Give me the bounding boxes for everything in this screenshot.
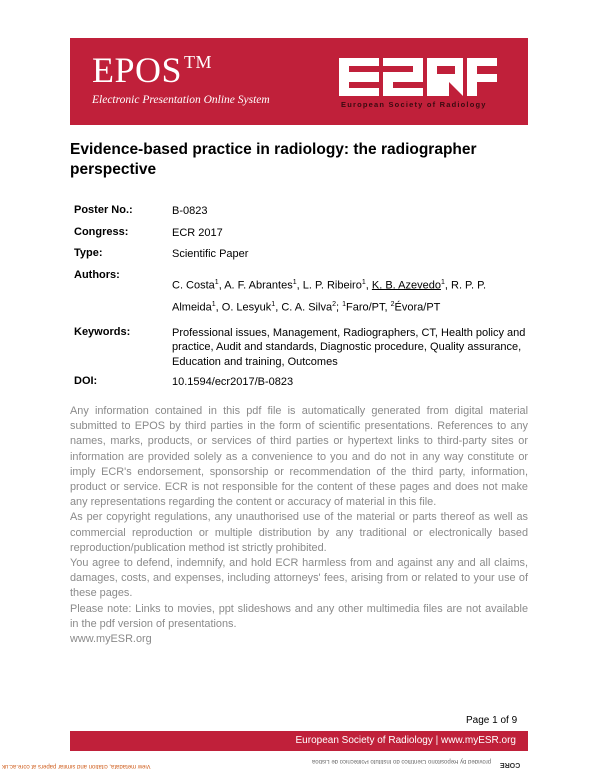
- document-title: Evidence-based practice in radiology: the radiographer perspective: [70, 141, 477, 178]
- disclaimer-paragraph: You agree to defend, indemnify, and hold ECR harmless from and against any and all claims, damages, costs, and expenses, including attorneys' fees, arising from or related to your use of these pages.: [70, 557, 528, 600]
- author-affiliation: 1: [440, 278, 445, 286]
- poster-value: B-0823: [172, 205, 208, 217]
- doi-label: DOI:: [74, 375, 98, 388]
- congress-value: ECR 2017: [172, 226, 223, 239]
- type-value: Scientific Paper: [172, 248, 249, 260]
- author-separator: ;: [335, 301, 343, 314]
- esr-society-name: European Society of Radiology: [341, 100, 487, 109]
- author-name: , C. A. Silva: [275, 301, 333, 314]
- esr-website-link[interactable]: www.myESR.org: [70, 633, 152, 646]
- author-affiliation: 1: [292, 278, 297, 286]
- affiliation-marker: 2: [390, 301, 395, 309]
- poster-metadata: [74, 204, 534, 390]
- keywords-row: [74, 326, 534, 370]
- epos-title: EPOS: [92, 50, 183, 90]
- author-name: C. Costa: [172, 279, 215, 292]
- author-affiliation: 1: [361, 278, 366, 286]
- authors-label: Authors:: [74, 268, 120, 281]
- doi-value: 10.1594/ecr2017/B-0823: [172, 376, 294, 389]
- core-metadata-link[interactable]: View metadata, citation and similar papers at core.ac.uk: [2, 763, 151, 769]
- affiliation-marker: 1: [342, 301, 346, 309]
- type-label: Type:: [74, 247, 103, 259]
- author-name: , O. Lesyuk: [215, 301, 272, 314]
- epos-trademark: TM: [184, 52, 213, 72]
- author-name: , L. P. Ribeiro: [296, 279, 362, 292]
- keywords-label: Keywords:: [74, 325, 131, 338]
- congress-row: [74, 226, 534, 241]
- core-banner: [0, 758, 600, 776]
- disclaimer-paragraph: As per copyright regulations, any unauthorised use of the material or parts thereof as well as commercial reproduction or multiple distribution by any traditional or electronically based reproduction/publication method ist strictly prohibited.: [70, 511, 528, 554]
- epos-logo: [92, 52, 212, 88]
- doi-row: [74, 375, 534, 390]
- author-affiliation: 1: [211, 301, 216, 309]
- author-affiliation: 1: [271, 301, 276, 309]
- authors-value: C. Costa$^1$, A. F. Abrantes$^1$, L. P. Ribeiro$^1$, K. B. Azevedo$^1$, R. P. P. Almeida$^1$, O. Lesyuk$^1$, C. A. Silva$^2$; $^1$Faro/PT, $^2$Évora/PT: [172, 278, 487, 314]
- presenting-author-link[interactable]: K. B. Azevedo: [371, 279, 441, 292]
- author-affiliation: 2: [332, 301, 336, 309]
- footer-bar: [70, 731, 528, 751]
- poster-label: Poster No.:: [74, 204, 133, 216]
- keywords-value: Professional issues, Management, Radiographers, CT, Health policy and practice, Audit and standards, Diagnostic procedure, Quality assurance, Education and training, Outcomes: [172, 326, 526, 368]
- page-number: Page 1 of 9: [466, 715, 518, 726]
- affiliation-evora: Évora/PT: [394, 301, 441, 314]
- type-row: [74, 247, 534, 262]
- header-banner: [70, 38, 528, 125]
- poster-row: [74, 204, 534, 219]
- affiliation-faro: Faro/PT,: [346, 301, 391, 314]
- core-provider-text: provided by Repositório Científico do Instituto Politécnico de Lisboa: [312, 758, 492, 764]
- esr-logo-icon: [339, 58, 497, 98]
- congress-label: Congress:: [74, 225, 129, 238]
- disclaimer-paragraph: Any information contained in this pdf file is automatically generated from digital material submitted to EPOS by third parties in the form of scientific presentations. References to any names, marks, products, or services of third parties or hypertext links to third-party sites or information are provided solely as a convenience to you and do not in any way constitute or imply ECR's endorsement, sponsorship or recommendation of the third party, information, product or service. ECR is not responsible for the content of these pages and does not make any representations regarding the content or accuracy of material in this file.: [70, 405, 528, 509]
- authors-row: [74, 269, 534, 318]
- disclaimer: [70, 404, 528, 647]
- core-logo: CORE: [500, 761, 521, 768]
- disclaimer-paragraph: Please note: Links to movies, ppt slideshows and any other multimedia files are not available in the pdf version of presentations.: [70, 602, 528, 630]
- author-affiliation: 1: [214, 278, 219, 286]
- epos-subtitle: Electronic Presentation Online System: [92, 94, 270, 106]
- author-name: Almeida: [172, 301, 212, 314]
- author-name: , R. P. P.: [444, 279, 487, 292]
- author-name: , A. F. Abrantes: [218, 279, 293, 292]
- footer-text: European Society of Radiology | www.myESR.org: [295, 735, 516, 746]
